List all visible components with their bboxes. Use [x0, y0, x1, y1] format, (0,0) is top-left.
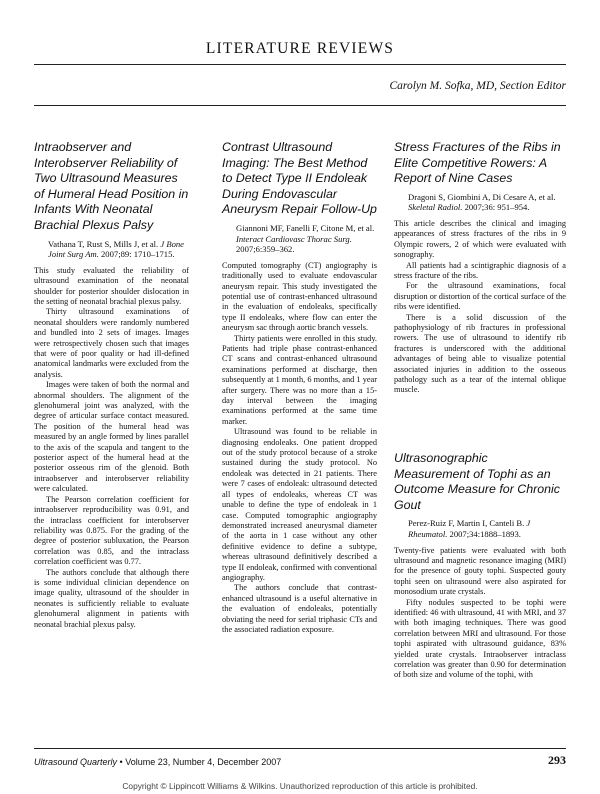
citation-details: 2007;34:1888–1893.: [447, 528, 521, 539]
footer-issue: • Volume 23, Number 4, December 2007: [117, 757, 282, 767]
paragraph: There is a solid discussion of the pathophysiology of rib fractures in professional rowers. The use of ultrasound to identify rib fractures is underscored with the additional advantages of being able to visualize potential associated injuries in addition to the osseous pathology such as a tear of the internal oblique muscle.: [394, 312, 566, 395]
paragraph: Computed tomography (CT) angiography is traditionally used to evaluate endovascular aneurysm repair. This study investigated the potential use of contrast-enhanced ultrasound in the evaluation of endoleaks, specifically type II endoleaks, where flow can enter the aneurysm sac through aortic branch vessels.: [222, 260, 377, 333]
article-tophi: [394, 451, 566, 681]
article-body: [394, 219, 566, 396]
article-body: [394, 546, 566, 681]
article-column-1: [34, 140, 189, 630]
article-title: Stress Fractures of the Ribs in Elite Competitive Rowers: A Report of Nine Cases: [394, 140, 561, 186]
citation-journal: Interact Cardiovasc Thorac Surg.: [236, 233, 352, 244]
citation-authors: Giannoni MF, Fanelli F, Citone M, et al.: [236, 222, 375, 233]
citation-journal: J Bone Joint Surg Am.: [48, 238, 184, 260]
footer-rule: [34, 748, 566, 749]
paragraph: Twenty-five patients were evaluated with both ultrasound and magnetic resonance imaging (MRI) for the presence of gouty tophi. Suspected gouty tophi seen on ultrasound were also aspirated for monosodium urate crystals.: [394, 545, 566, 597]
article-column-2: [222, 140, 377, 635]
article-stress-fractures: [394, 140, 566, 396]
article-citation: [408, 518, 566, 539]
citation-journal: J Rheumatol.: [408, 518, 531, 539]
citation-journal: Skeletal Radiol.: [408, 202, 463, 213]
header-rule-bottom: [34, 105, 566, 106]
article-title: Intraobserver and Interobserver Reliability of Two Ultrasound Measures of Humeral Head Position in Infants With Neonatal Brachial Plexus Palsy: [34, 140, 189, 232]
header-rule-top: [34, 64, 566, 65]
paragraph: Fifty nodules suspected to be tophi were identified: 46 with ultrasound, 41 with MRI, and 37 with both imaging techniques. There was good correlation between MRI and ultrasound. For those tophi aspirated with ultrasound guidance, 83% yielded urate crystals. Intraobserver intraclass correlation was greater than 0.90 for determination of both size and volume of the tophi, with: [394, 597, 566, 680]
paragraph: All patients had a scintigraphic diagnosis of a stress fracture of the ribs.: [394, 260, 566, 280]
paragraph: The authors conclude that contrast-enhanced ultrasound is a useful alternative in the evaluation of endoleaks, potentially obviating the need for serial triphasic CTs and the associated radiation exposure.: [222, 583, 377, 634]
footer-journal: Ultrasound Quarterly: [34, 757, 118, 767]
footer-journal-info: [34, 757, 281, 767]
paragraph: This study evaluated the reliability of ultrasound examination of the neonatal shoulder for posterior shoulder dislocation in the setting of neonatal brachial plexus palsy.: [34, 265, 189, 306]
paragraph: This article describes the clinical and imaging appearances of stress fractures of the ribs in 9 Olympic rowers, 2 of which were evaluated with sonography.: [394, 218, 566, 260]
paragraph: The authors conclude that although there is some individual clinician dependence on image quality, ultrasound of the shoulder in neonates is sufficiently reliable to evaluate glenohumeral alignment in patients with neonatal brachial plexus palsy.: [34, 567, 189, 629]
article-title: Contrast Ultrasound Imaging: The Best Method to Detect Type II Endoleak During Endovascular Aneurysm Repair Follow-Up: [222, 140, 377, 217]
paragraph: For the ultrasound examinations, focal disruption or distortion of the cortical surface of the ribs were identified.: [394, 281, 566, 312]
article-citation: [408, 192, 566, 213]
citation-authors: Dragoni S, Giombini A, Di Cesare A, et al.: [408, 191, 556, 202]
page-number: 293: [548, 753, 566, 767]
article-body: [222, 261, 377, 636]
article-citation: [48, 239, 189, 260]
article-title: Ultrasonographic Measurement of Tophi as an Outcome Measure for Chronic Gout: [394, 451, 560, 512]
citation-details: 2007;89: 1710–1715.: [98, 249, 175, 260]
citation-details: 2007;36: 951–954.: [462, 202, 530, 213]
paragraph: Thirty ultrasound examinations of neonatal shoulders were randomly numbered and bundled into 2 sets of images. Images were retrospectively chosen such that images that were of poor quality or had ill-defined anatomical landmarks were excluded from the analysis.: [34, 307, 189, 379]
section-title-text: LITERATURE REVIEWS: [205, 40, 395, 57]
paragraph: Images were taken of both the normal and abnormal shoulders. The alignment of the glenohumeral joint was analyzed, with the degree of articular surface contact measured. The position of the humeral head was measured by an angle formed by lines parallel to the axis of the scapula and tangent to the posterior aspect of the humeral head at the posterior osseous rim of the glenoid. Both intraobserver and interobserver reliability were calculated.: [34, 380, 189, 494]
citation-details: 2007;6:359–362.: [236, 244, 295, 255]
paragraph: Thirty patients were enrolled in this study. Patients had triple phase contrast-enhanced CT scans and contrast-enhanced ultrasound examinations performed at discharge, then subsequently at 1 month, 6 months, and 1 year after surgery. There was no more than a 15-day interval between the imaging examinations performed at the same time marker.: [222, 333, 377, 426]
article-citation: [236, 223, 377, 255]
copyright-notice: Copyright © Lippincott Williams & Wilkins. Unauthorized reproduction of this article is prohibited.: [122, 781, 478, 791]
section-title: [0, 40, 600, 58]
paragraph: Ultrasound was found to be reliable in diagnosing endoleaks. One patient dropped out of the study protocol because of a stroke sustained during the study protocol. No endoleak was detected in 21 patients. There were 7 cases of endoleak: ultrasound detected all types of endoleaks, whereas CT was unable to define the type of endoleak in 1 case. Computed tomographic angiography demonstrated increased aneurysmal diameter of the aorta in 1 case without any other definitive evidence to define a subtype, whereas ultrasound definitively described a type II endoleak, confirmed with conventional angiography.: [222, 427, 377, 582]
section-editor: Carolyn M. Sofka, MD, Section Editor: [389, 80, 566, 92]
article-body: [34, 266, 189, 630]
article-column-3: [394, 140, 566, 680]
paragraph: The Pearson correlation coefficient for intraobserver reproducibility was 0.91, and the intraclass coefficient for interobserver reliability was 0.875. For the grading of the degree of posterior subluxation, the Pearson correlation was 0.85, and the intraclass correlation coefficient was 0.77.: [34, 494, 189, 567]
citation-authors: Vathana T, Rust S, Mills J, et al.: [48, 238, 159, 249]
citation-authors: Perez-Ruiz F, Martin I, Canteli B.: [408, 518, 525, 529]
